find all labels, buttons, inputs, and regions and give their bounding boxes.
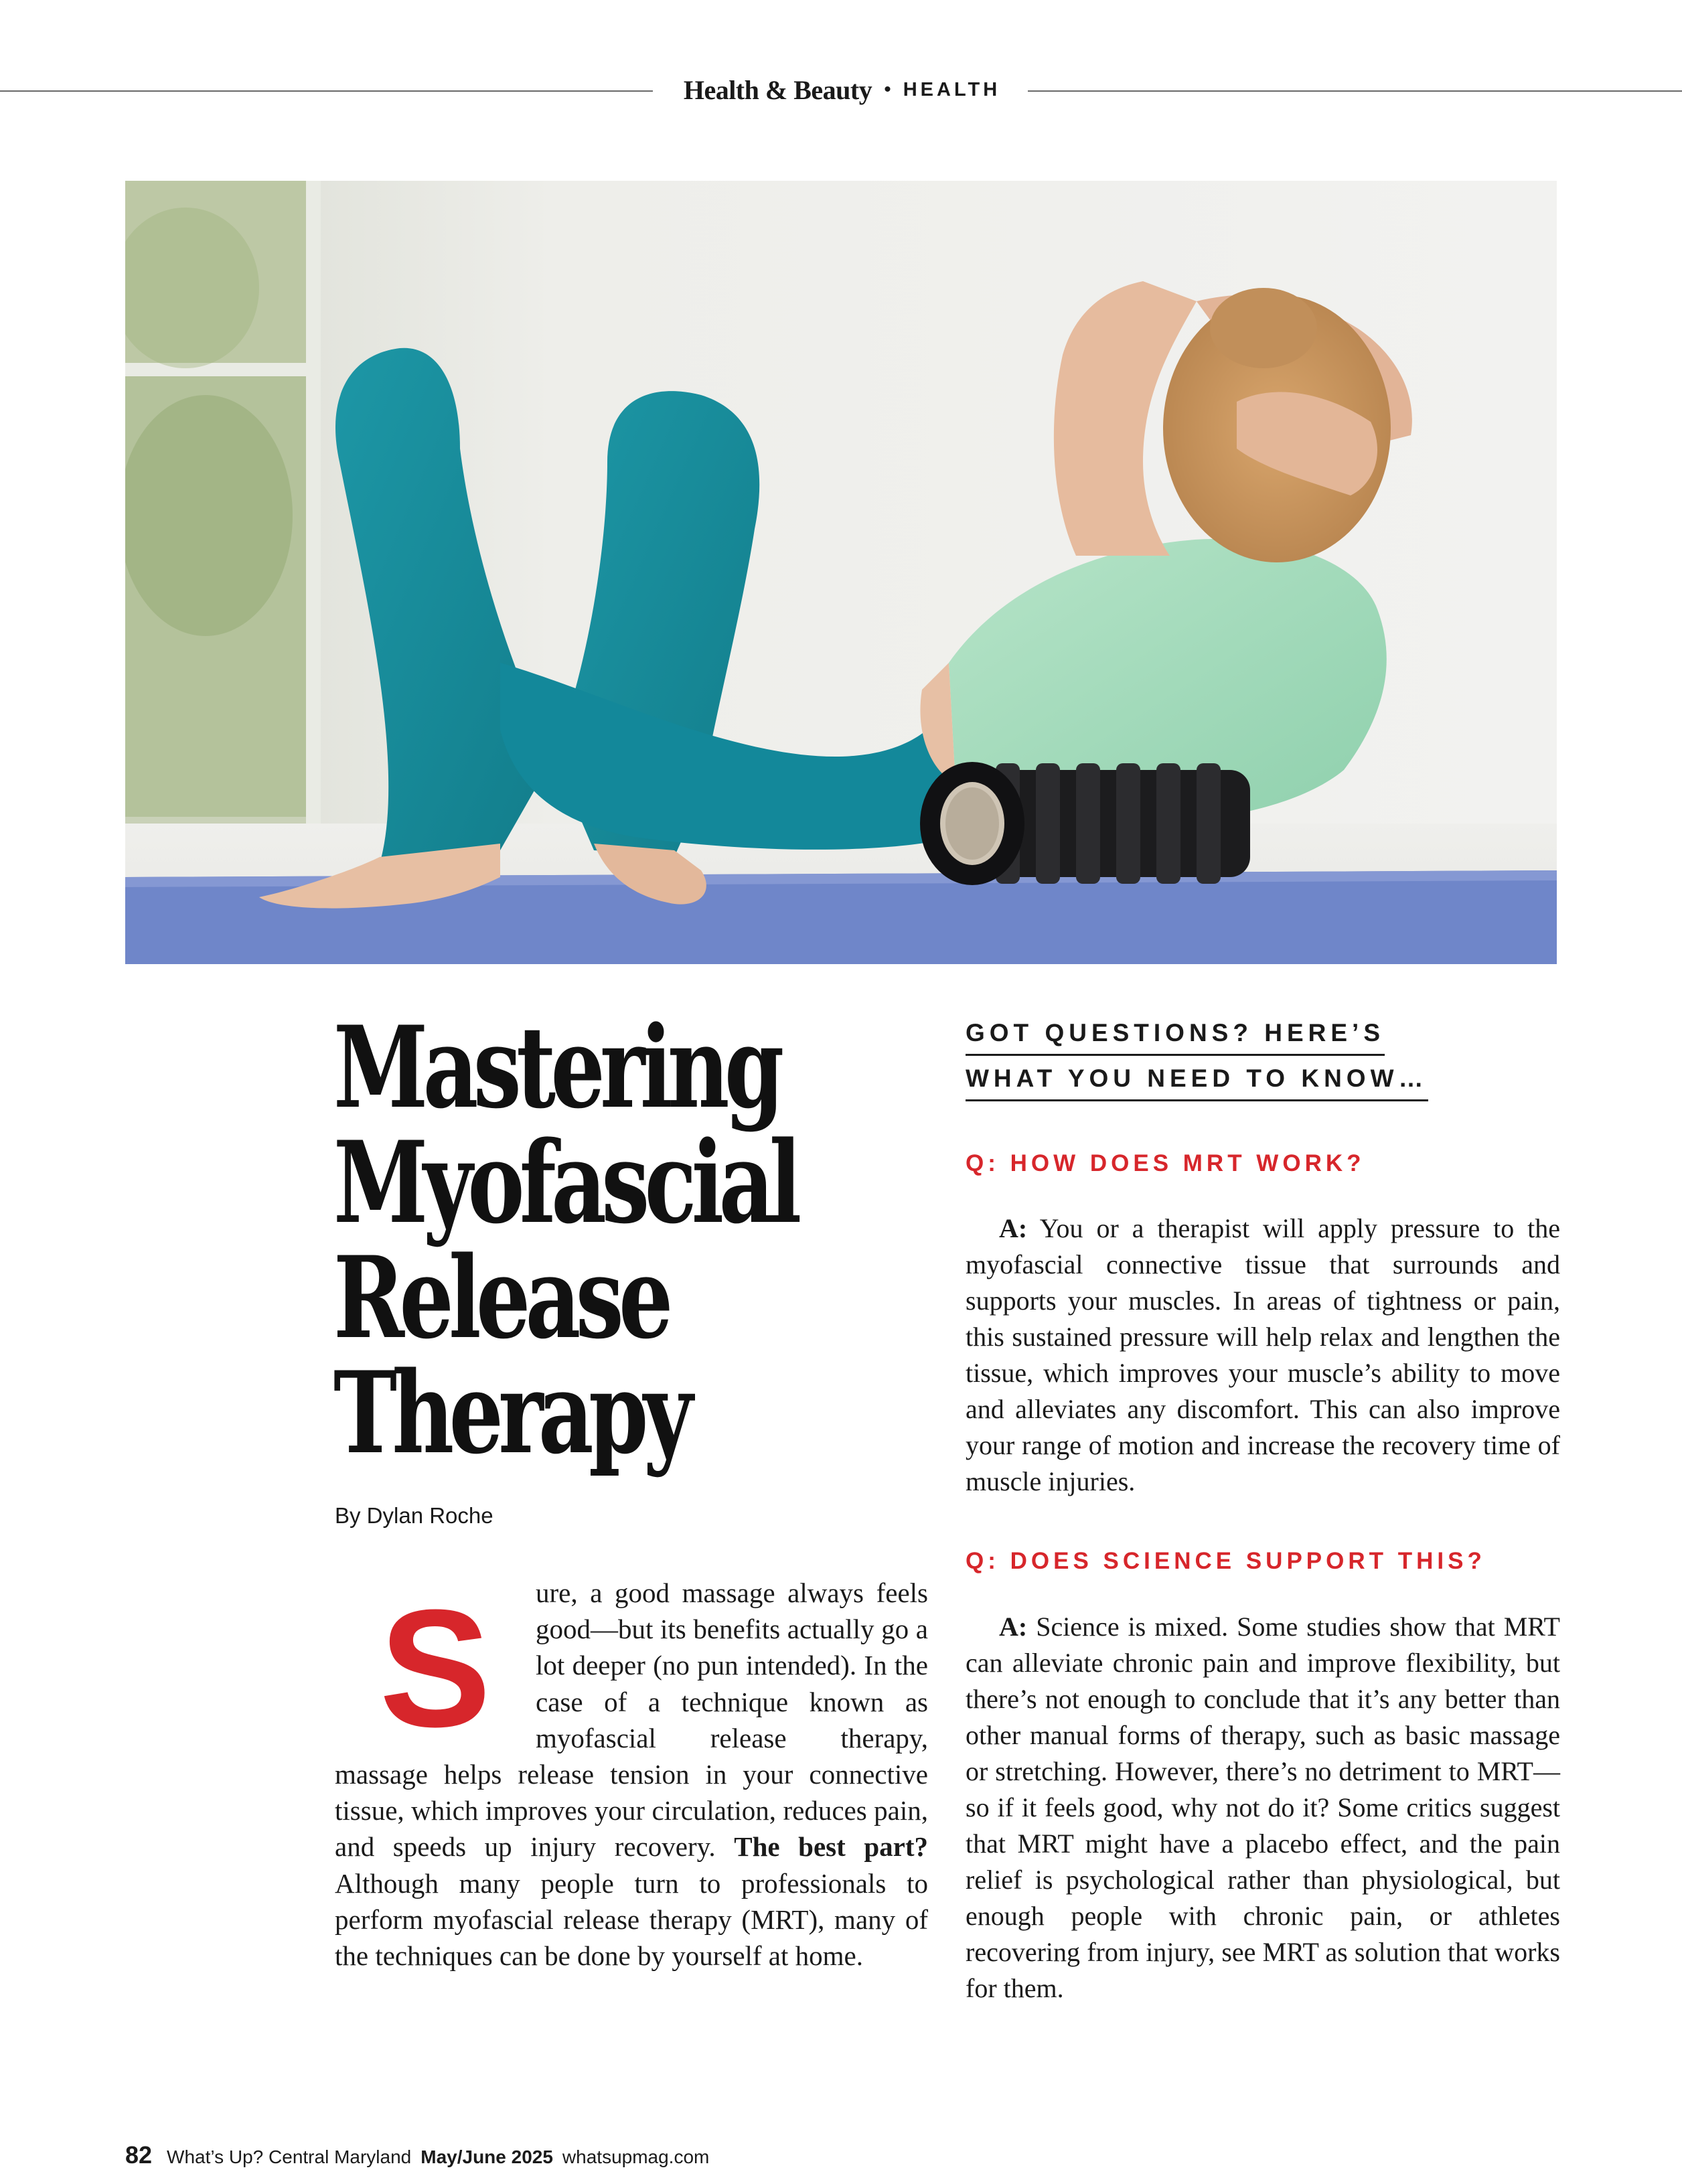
title-line: Myofascial bbox=[333, 1116, 797, 1249]
woman-foam-roller-illustration bbox=[125, 181, 1557, 964]
answer-paragraph bbox=[966, 1211, 1560, 1500]
page-number: 82 bbox=[125, 2141, 153, 2169]
page-footer bbox=[125, 2141, 709, 2169]
byline: By Dylan Roche bbox=[335, 1503, 493, 1528]
article-title bbox=[333, 1001, 797, 1479]
question-heading: Q: HOW DOES MRT WORK? bbox=[966, 1150, 1365, 1176]
article-intro bbox=[335, 1575, 928, 1974]
section-separator: • bbox=[884, 78, 891, 100]
answer-label: A: bbox=[999, 1612, 1028, 1642]
answer-label: A: bbox=[999, 1213, 1028, 1243]
answer-text: Science is mixed. Some studies show that MRT can alleviate chronic pain and improve flexibility, but there’s not enough to conclude that it’s any better than other manual forms of therapy, such as basic massage or stretching. However, there’s no detriment to MRT—so if it feels good, why not do it? Some critics suggest that MRT might have a placebo effect, and the pain relief is psychological rather than physiological, but enough people with chronic pain, or athletes recovering from injury, see MRT as solution that works for them. bbox=[966, 1612, 1560, 2003]
title-line: Release bbox=[333, 1231, 668, 1364]
answer-text: You or a therapist will apply pressure to the myofascial connective tissue that surrounds and supports your muscles. In areas of tightness or pain, this sustained pressure will help relax and lengthen the tissue, which improves your muscle’s ability to move and alleviates any discomfort. This can also improve your range of motion and increase the recovery time of muscle injuries. bbox=[966, 1213, 1560, 1496]
header-rule-right bbox=[1028, 90, 1682, 92]
issue-date: May/June 2025 bbox=[420, 2147, 553, 2167]
sidebar-kicker-line2: WHAT YOU NEED TO KNOW… bbox=[966, 1065, 1428, 1101]
intro-text-part2: Although many people turn to professionals to perform myofascial release therapy (MRT), many of the techniques can be done by yourself at home. bbox=[335, 1867, 928, 1972]
header-rule-left bbox=[0, 90, 653, 92]
subsection-name: HEALTH bbox=[903, 78, 1001, 100]
publication-name: What’s Up? Central Maryland bbox=[167, 2147, 412, 2167]
title-line: Therapy bbox=[333, 1346, 688, 1479]
drop-cap: S bbox=[379, 1575, 491, 1762]
title-line: Mastering bbox=[333, 1001, 779, 1134]
section-header bbox=[670, 70, 1014, 110]
question-heading: Q: DOES SCIENCE SUPPORT THIS? bbox=[966, 1548, 1486, 1574]
hero-photo bbox=[125, 181, 1557, 964]
answer-paragraph bbox=[966, 1609, 1560, 2007]
intro-text-part1: ure, a good massage always feels good—but its benefits actually go a lot deeper (no pun intended). In the case of a technique known as myofascial release therapy, massage helps release tension in your connective tissue, which improves your circulation, reduces pain, and speeds up injury recovery. bbox=[335, 1577, 928, 1863]
section-name: Health & Beauty bbox=[683, 74, 872, 105]
intro-bold-phrase: The best part? bbox=[734, 1831, 929, 1863]
sidebar-kicker-line1: GOT QUESTIONS? HERE’S bbox=[966, 1019, 1385, 1056]
website-url: whatsupmag.com bbox=[562, 2147, 710, 2167]
